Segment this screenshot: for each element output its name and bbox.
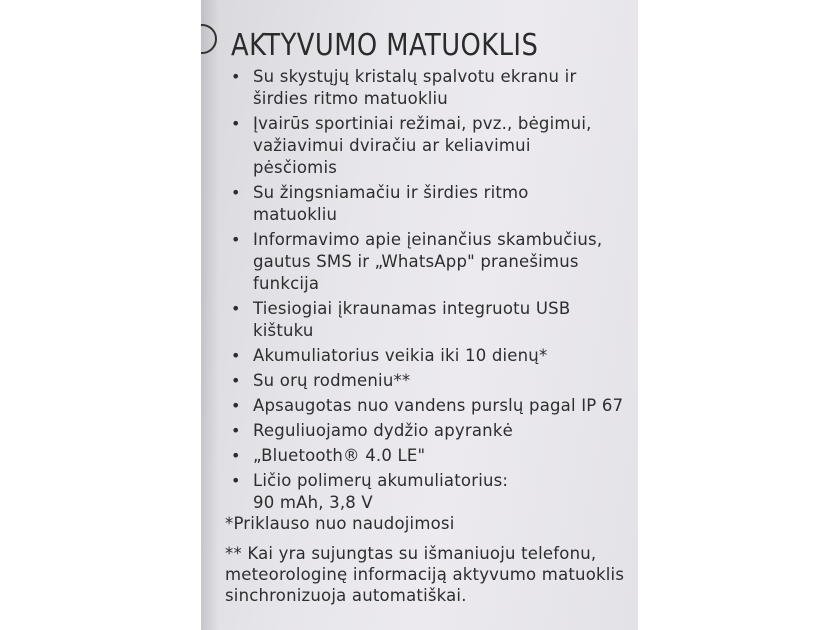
label-heading: AKTYVUMO MATUOKLIS (231, 28, 539, 63)
bullet-icon: • (231, 67, 241, 86)
footnote-usage: *Priklauso nuo naudojimosi (225, 514, 455, 533)
feature-item (223, 420, 633, 442)
feature-item (223, 370, 633, 392)
bullet-icon: • (231, 114, 241, 133)
feature-item (223, 298, 633, 342)
bullet-icon: • (231, 183, 241, 202)
feature-item (223, 229, 633, 295)
feature-text: Ličio polimerų akumuliatorius: 90 mAh, 3,8 V (253, 471, 509, 512)
card-edge-shadow (201, 0, 219, 630)
feature-item (223, 470, 633, 514)
feature-text: Reguliuojamo dydžio apyrankė (253, 421, 513, 440)
bullet-icon: • (231, 299, 241, 318)
bullet-icon: • (231, 471, 241, 490)
feature-item (223, 113, 633, 179)
feature-item (223, 345, 633, 367)
feature-text: Įvairūs sportiniai režimai, pvz., bėgimui, važiavimui dviračiu ar keliavimui pėsčiomis (253, 114, 592, 177)
feature-item (223, 445, 633, 467)
bullet-icon: • (231, 421, 241, 440)
feature-text: Apsaugotas nuo vandens purslų pagal IP 67 (253, 396, 624, 415)
bullet-icon: • (231, 446, 241, 465)
feature-text: Su žingsniamačiu ir širdies ritmo matuokliu (253, 183, 529, 224)
bullet-icon: • (231, 346, 241, 365)
feature-text: Su skystųjų kristalų spalvotu ekranu ir širdies ritmo matuokliu (253, 67, 577, 108)
feature-text: Akumuliatorius veikia iki 10 dienų* (253, 346, 548, 365)
feature-text: Su orų rodmeniu** (253, 371, 411, 390)
feature-text: Tiesiogiai įkraunamas integruotu USB kištuku (253, 299, 571, 340)
bullet-icon: • (231, 230, 241, 249)
feature-item (223, 182, 633, 226)
bullet-icon: • (231, 396, 241, 415)
feature-list (223, 66, 633, 517)
feature-text: „Bluetooth® 4.0 LE" (253, 446, 426, 465)
product-label-card (201, 0, 638, 630)
bullet-icon: • (231, 371, 241, 390)
feature-item (223, 66, 633, 110)
feature-item (223, 395, 633, 417)
footnote-weather-sync: ** Kai yra sujungtas su išmaniuoju telefonu, meteorologinę informaciją aktyvumo matuoklis sinchronizuoja automatiškai. (225, 544, 625, 605)
feature-text: Informavimo apie įeinančius skambučius, gautus SMS ir „WhatsApp" pranešimus funkcija (253, 230, 603, 293)
